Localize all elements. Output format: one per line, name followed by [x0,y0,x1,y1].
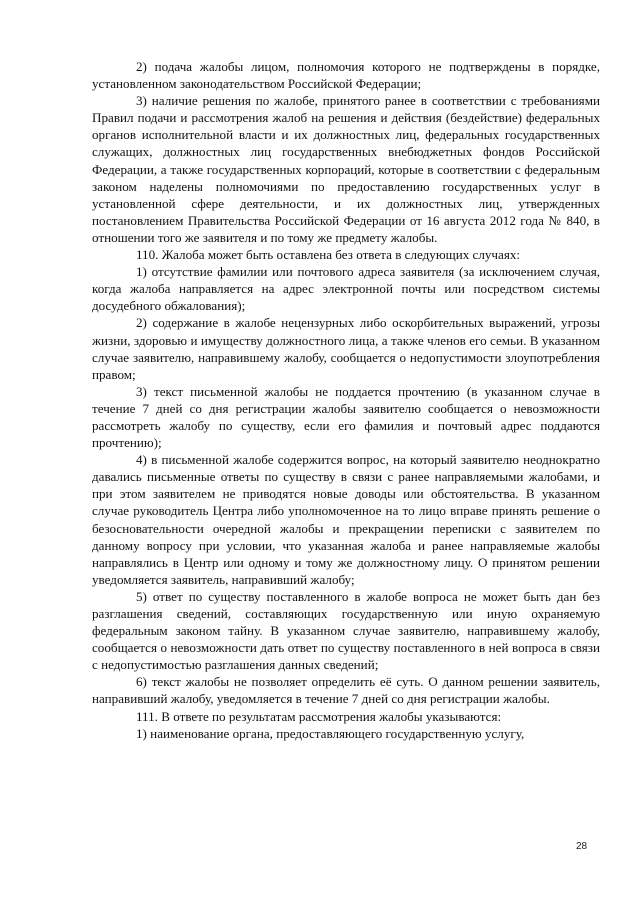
paragraph-refusal-item-2: 2) подача жалобы лицом, полномочия которого не подтверждены в порядке, установленном законодательством Российской Федерации; [92,59,600,92]
page-number: 28 [576,841,588,852]
paragraph-clause-111-item-1: 1) наименование органа, предоставляющего государственную услугу, [136,725,525,741]
paragraph-clause-110: 110. Жалоба может быть оставлена без ответа в следующих случаях: [136,247,521,263]
paragraph-clause-111: 111. В ответе по результатам рассмотрения жалобы указываются: [136,708,502,724]
paragraph-clause-110-item-4: 4) в письменной жалобе содержится вопрос, на который заявителю неоднократно давались письменные ответы по существу в связи с ранее направляемыми жалобами, и при этом заявителем не приводятся новые доводы или обстоятельства. В указанном случае руководитель Центра либо уполномоченное на то лицо вправе принять решение о безосновательности очередной жалобы и прекращении переписки с заявителем по данному вопросу при условии, что указанная жалоба и ранее направляемые жалобы направлялись в Центр или одному и тому же должностному лицу. О принятом решении уведомляется заявитель, направивший жалобу; [92,452,600,587]
paragraph-clause-110-item-2: 2) содержание в жалобе нецензурных либо оскорбительных выражений, угрозы жизни, здоровью и имуществу должностного лица, а также членов его семьи. В указанном случае заявителю, направившему жалобу, сообщается о недопустимости злоупотребления правом; [92,315,600,382]
paragraph-clause-110-item-3: 3) текст письменной жалобы не поддается прочтению (в указанном случае в течение 7 дней со дня регистрации жалобы заявителю сообщается о невозможности рассмотреть жалобу по существу, если его фамилия и почтовый адрес поддаются прочтению); [92,383,600,451]
paragraph-refusal-item-3: 3) наличие решения по жалобе, принятого ранее в соответствии с требованиями Правил подачи и рассмотрения жалоб на решения и действия (бездействие) федеральных органов исполнительной власти и их должностных лиц, федеральных государственных служащих, должностных лиц государственных внебюджетных фондов Российской Федерации, а также государственных корпораций, которые в соответствии с федеральным законом наделены полномочиями по предоставлению государственных услуг в установленной сфере деятельности, и их должностных лиц, утвержденных постановлением Правительства Российской Федерации от 16 августа 2012 года № 840, в отношении того же заявителя и по тому же предмету жалобы. [92,93,600,245]
document-body [92,58,600,742]
paragraph-clause-110-item-1: 1) отсутствие фамилии или почтового адреса заявителя (за исключением случая, когда жалоба направляется на адрес электронной почты или посредством системы досудебного обжалования); [92,264,600,314]
paragraph-clause-110-item-6: 6) текст жалобы не позволяет определить её суть. О данном решении заявитель, направивший жалобу, уведомляется в течение 7 дней со дня регистрации жалобы. [92,674,600,707]
paragraph-clause-110-item-5: 5) ответ по существу поставленного в жалобе вопроса не может быть дан без разглашения сведений, составляющих государственную или иную охраняемую федеральным законом тайну. В указанном случае заявителю, направившему жалобу, сообщается о невозможности дать ответ по существу поставленного в ней вопроса в связи с недопустимостью разглашения данных сведений; [92,588,600,673]
